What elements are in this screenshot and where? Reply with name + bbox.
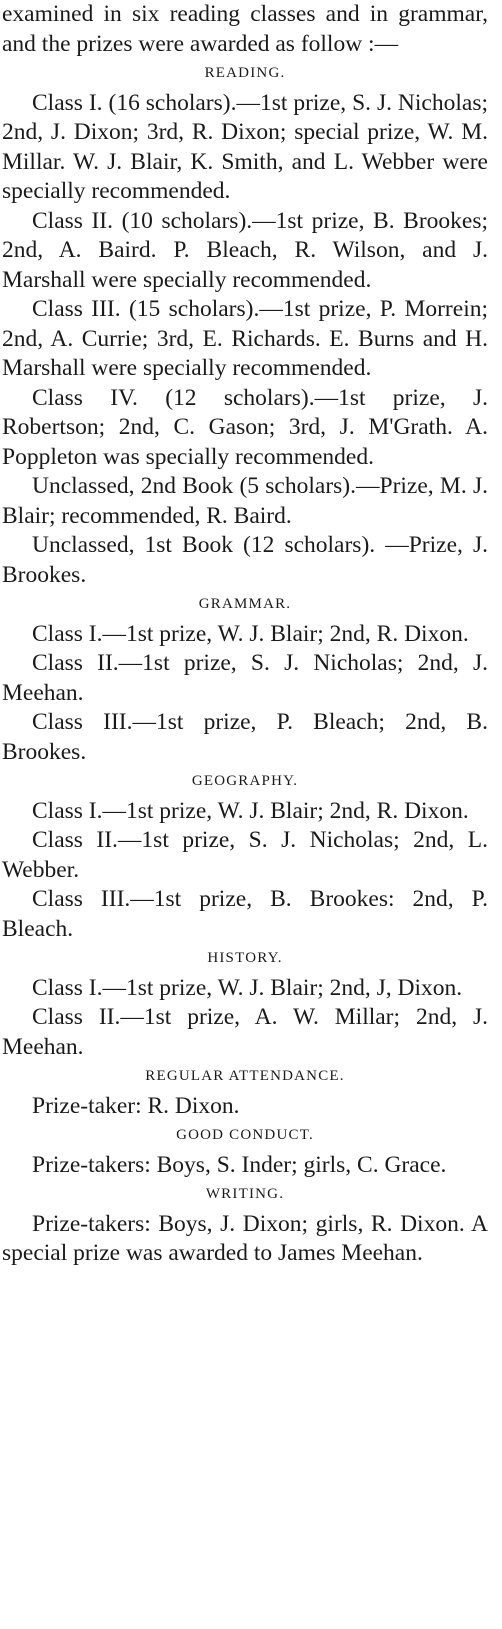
grammar-class-1-paragraph: Class I.—1st prize, W. J. Blair; 2nd, R. Dixon. (32, 620, 469, 647)
reading-unclassed-2nd-book-paragraph: Unclassed, 2nd Book (5 scholars).—Prize, M. J. Blair; recommended, R. Baird. (2, 473, 488, 529)
geography-class-2-paragraph: Class II.—1st prize, S. J. Nicholas; 2nd, L. Webber. (2, 827, 488, 883)
section-heading-reading: READING. (204, 65, 286, 81)
grammar-class-3-paragraph: Class III.—1st prize, P. Bleach; 2nd, B. Brookes. (2, 709, 488, 765)
section-reading (2, 59, 488, 590)
section-geography (2, 767, 488, 944)
geography-class-1-paragraph: Class I.—1st prize, W. J. Blair; 2nd, R. Dixon. (32, 797, 469, 824)
section-good-conduct (2, 1121, 488, 1180)
section-regular-attendance (2, 1062, 488, 1121)
geography-class-3-paragraph: Class III.—1st prize, B. Brookes: 2nd, P. Bleach. (2, 886, 488, 942)
section-heading-writing: WRITING. (205, 1186, 285, 1202)
section-heading-regular-attendance: REGULAR ATTENDANCE. (145, 1068, 345, 1084)
writing-paragraph: Prize-takers: Boys, J. Dixon; girls, R. Dixon. A special prize was awarded to James Meehan. (2, 1210, 488, 1266)
history-class-2-paragraph: Class II.—1st prize, A. W. Millar; 2nd, J. Meehan. (2, 1004, 488, 1060)
good-conduct-paragraph: Prize-takers: Boys, S. Inder; girls, C. Grace. (32, 1151, 447, 1178)
section-writing (2, 1180, 488, 1269)
section-heading-geography: GEOGRAPHY. (191, 773, 299, 789)
section-grammar (2, 590, 488, 767)
section-history (2, 944, 488, 1062)
grammar-class-2-paragraph: Class II.—1st prize, S. J. Nicholas; 2nd, J. Meehan. (2, 650, 488, 706)
reading-unclassed-1st-book-paragraph: Unclassed, 1st Book (12 scholars). —Prize, J. Brookes. (2, 532, 488, 588)
section-heading-history: HISTORY. (207, 950, 283, 966)
reading-class-1-paragraph: Class I. (16 scholars).—1st prize, S. J. Nicholas; 2nd, J. Dixon; 3rd, R. Dixon; special prize, W. M. Millar. W. J. Blair, K. Smith, and L. Webber were specially recommended. (2, 89, 488, 204)
reading-class-3-paragraph: Class III. (15 scholars).—1st prize, P. Morrein; 2nd, A. Currie; 3rd, E. Richards. E. Burns and H. Marshall were specially recommended. (2, 296, 488, 381)
section-heading-good-conduct: GOOD CONDUCT. (176, 1127, 314, 1143)
history-class-1-paragraph: Class I.—1st prize, W. J. Blair; 2nd, J, Dixon. (32, 974, 463, 1001)
intro-paragraph: examined in six reading classes and in grammar, and the prizes were awarded as follow :— (2, 1, 488, 57)
reading-class-4-paragraph: Class IV. (12 scholars).—1st prize, J. Robertson; 2nd, C. Gason; 3rd, J. M'Grath. A. Poppleton was specially recommended. (2, 384, 488, 470)
article-column (2, 0, 488, 1269)
regular-attendance-paragraph: Prize-taker: R. Dixon. (32, 1092, 240, 1119)
reading-class-2-paragraph: Class II. (10 scholars).—1st prize, B. Brookes; 2nd, A. Baird. P. Bleach, R. Wilson, and J. Marshall were specially recommended. (2, 207, 488, 293)
section-heading-grammar: GRAMMAR. (198, 596, 292, 612)
